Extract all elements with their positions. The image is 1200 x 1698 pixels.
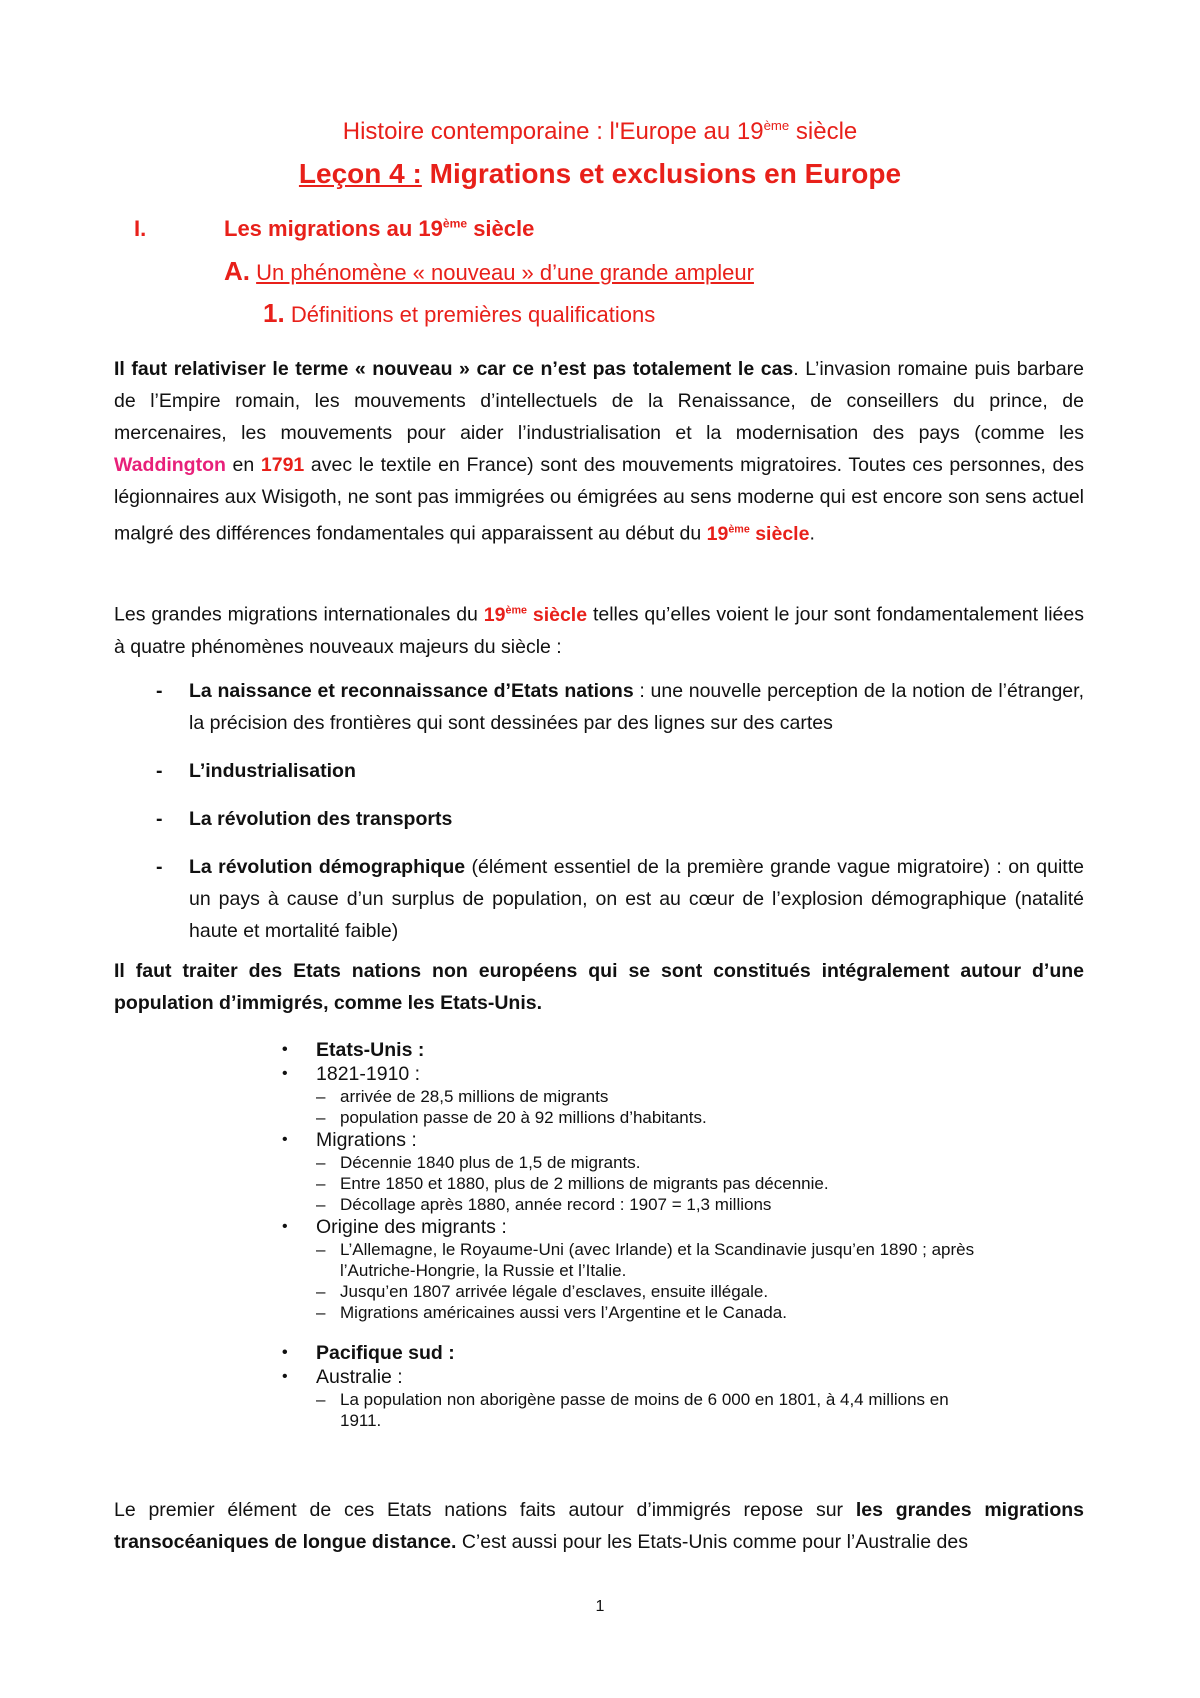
embedded-slide-image — [282, 1038, 982, 1468]
slide-subitem: – Entre 1850 et 1880, plus de 2 millions de migrants pas décennie. — [316, 1174, 829, 1193]
bullet-list — [114, 675, 1084, 963]
slide-heading: • Migrations : — [282, 1129, 417, 1151]
slide-heading: • Australie : — [282, 1366, 403, 1388]
slide-heading: • Pacifique sud : — [282, 1342, 455, 1364]
list-item: - La révolution des transports — [156, 808, 453, 830]
page-number: 1 — [595, 1598, 605, 1615]
list-item: - La révolution démographique (élément essentiel de la première grande vague migratoire) : on quitte un pays à cause d’un surplus de population, on est au cœur de l’explosion démographique (natalité haute et mortalité faible) — [156, 856, 1084, 942]
slide-subitem: – Décollage après 1880, année record : 1907 = 1,3 millions — [316, 1195, 772, 1214]
section-heading-3: 1. Définitions et premières qualifications — [263, 298, 656, 328]
section-heading-1: I. Les migrations au 19ème siècle — [134, 216, 535, 241]
slide-subitem: – population passe de 20 à 92 millions d’habitants. — [316, 1108, 707, 1127]
slide-heading: • Origine des migrants : — [282, 1216, 507, 1238]
lesson-label: Leçon 4 : — [298, 158, 422, 189]
slide-heading: • Etats-Unis : — [282, 1039, 425, 1061]
slide-subitem: – Migrations américaines aussi vers l’Argentine et le Canada. — [316, 1303, 787, 1322]
lesson-title: Leçon 4 : Migrations et exclusions en Europe — [298, 158, 902, 189]
slide-subitem: – L’Allemagne, le Royaume-Uni (avec Irlande) et la Scandinavie jusqu’en 1890 ; après l’Autriche-Hongrie, la Russie et l’Italie. — [316, 1240, 975, 1280]
slide-subitem: – La population non aborigène passe de moins de 6 000 en 1801, à 4,4 millions en 1911. — [316, 1390, 949, 1430]
paragraph-2: Les grandes migrations internationales du 19ème siècle telles qu’elles voient le jour sont fondamentalement liées à quatre phénomènes nouveaux majeurs du siècle : — [114, 603, 1084, 658]
paragraph-1: Il faut relativiser le terme « nouveau » car ce n’est pas totalement le cas. L’invasion romaine puis barbare de l’Empire romain, les mouvements d’intellectuels de la Renaissance, de conseillers du prince, de mercenaires, les mouvements pour aider l’industrialisation et la modernisation des pays (comme les Waddington en 1791 avec le textile en France) sont des mouvements migratoires. Toutes ces personnes, des légionnaires aux Wisigoth, ne sont pas immigrées ou émigrées au sens moderne qui est encore son sens actuel malgré des différences fondamentales qui apparaissent au début du 19ème siècle. — [114, 358, 1084, 545]
course-title: Histoire contemporaine : l'Europe au 19ème siècle — [342, 118, 858, 145]
slide-heading: • 1821-1910 : — [282, 1063, 421, 1085]
paragraph-3: Il faut traiter des Etats nations non européens qui se sont constitués intégralement autour d’une population d’immigrés, comme les Etats-Unis. — [114, 960, 1084, 1014]
paragraph-4: Le premier élément de ces Etats nations faits autour d’immigrés repose sur les grandes migrations transocéaniques de longue distance. C’est aussi pour les Etats-Unis comme pour l’Australie des — [114, 1499, 1085, 1553]
slide-subitem: – Jusqu’en 1807 arrivée légale d’esclaves, ensuite illégale. — [316, 1282, 769, 1301]
list-item: - La naissance et reconnaissance d’Etats nations : une nouvelle perception de la notion de l’étranger, la précision des frontières qui sont dessinées par des lignes sur des cartes — [156, 680, 1084, 734]
slide-subitem: – arrivée de 28,5 millions de migrants — [316, 1087, 609, 1106]
list-item: - L’industrialisation — [156, 760, 356, 782]
section-heading-2: A. Un phénomène « nouveau » d’une grande ampleur — [224, 256, 754, 286]
slide-subitem: – Décennie 1840 plus de 1,5 de migrants. — [316, 1153, 641, 1172]
